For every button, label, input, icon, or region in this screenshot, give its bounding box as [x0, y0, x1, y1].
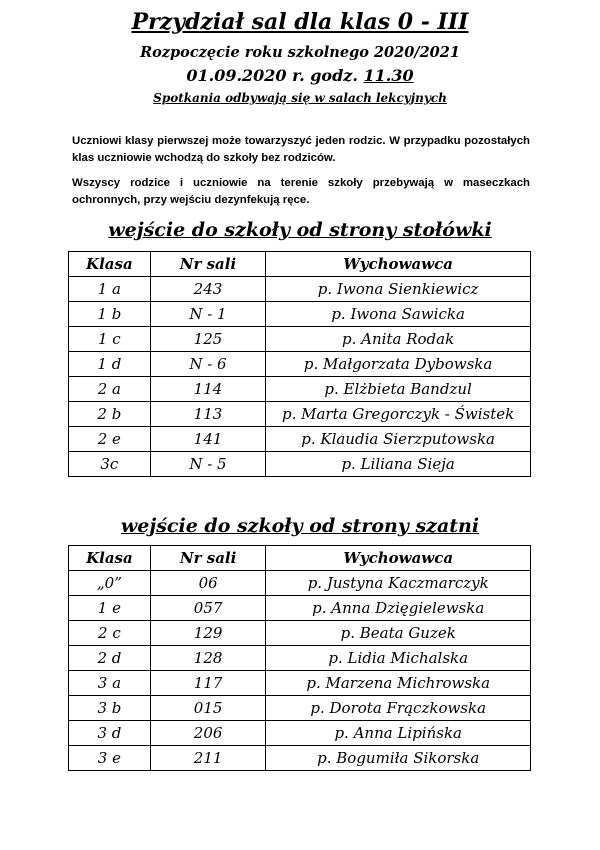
class-cell: 1 b [69, 302, 151, 327]
school-year-subtitle: Rozpoczęcie roku szkolnego 2020/2021 [140, 44, 460, 61]
class-cell: 3 e [69, 746, 151, 771]
teacher-cell: p. Dorota Frączkowska [266, 696, 531, 721]
teacher-cell: p. Justyna Kaczmarczyk [266, 571, 531, 596]
table-row [69, 427, 531, 452]
room-table-canteen [68, 251, 531, 477]
table-row [69, 696, 531, 721]
class-cell: 3c [69, 452, 151, 477]
table-row [69, 277, 531, 302]
class-cell: 2 b [69, 402, 151, 427]
teacher-cell: p. Anna Dzięgielewska [266, 596, 531, 621]
teacher-cell: p. Bogumiła Sikorska [266, 746, 531, 771]
event-datetime [0, 66, 600, 85]
room-cell: 057 [150, 596, 266, 621]
room-cell: 129 [150, 621, 266, 646]
room-cell: 125 [150, 327, 266, 352]
table-row [69, 377, 531, 402]
column-header-teacher: Wychowawca [266, 252, 531, 277]
section-title-canteen-entrance: wejście do szkoły od strony stołówki [108, 219, 492, 241]
room-cell: 06 [150, 571, 266, 596]
teacher-cell: p. Marzena Michrowska [266, 671, 531, 696]
column-header-class: Klasa [69, 546, 151, 571]
class-cell: 1 a [69, 277, 151, 302]
class-cell: 2 e [69, 427, 151, 452]
class-cell: 1 d [69, 352, 151, 377]
table-row [69, 571, 531, 596]
table-row [69, 596, 531, 621]
teacher-cell: p. Liliana Sieja [266, 452, 531, 477]
class-cell: 1 e [69, 596, 151, 621]
room-cell: 211 [150, 746, 266, 771]
teacher-cell: p. Lidia Michalska [266, 646, 531, 671]
teacher-cell: p. Iwona Sienkiewicz [266, 277, 531, 302]
section-title-cloakroom-entrance: wejście do szkoły od strony szatni [120, 515, 480, 537]
room-cell: 114 [150, 377, 266, 402]
class-cell: 1 c [69, 327, 151, 352]
teacher-cell: p. Elżbieta Bandzul [266, 377, 531, 402]
table-header-row [69, 252, 531, 277]
table-row [69, 452, 531, 477]
event-date: 01.09.2020 r. godz. [186, 66, 364, 85]
info-paragraph-parents: Uczniowi klasy pierwszej może towarzyszyć jeden rodzic. W przypadku pozostałych klas uczniowie wchodzą do szkoły bez rodziców. [72, 135, 530, 164]
teacher-cell: p. Małgorzata Dybowska [266, 352, 531, 377]
table-row [69, 402, 531, 427]
class-cell: „0” [69, 571, 151, 596]
room-cell: 243 [150, 277, 266, 302]
table-row [69, 352, 531, 377]
room-table-cloakroom [68, 545, 531, 771]
meeting-note: Spotkania odbywają się w salach lekcyjnych [153, 91, 447, 105]
table-row [69, 302, 531, 327]
table-row [69, 327, 531, 352]
info-paragraph-masks: Wszyscy rodzice i uczniowie na terenie szkoły przebywają w maseczkach ochronnych, przy wejściu dezynfekują ręce. [72, 177, 530, 206]
class-cell: 2 d [69, 646, 151, 671]
room-cell: 206 [150, 721, 266, 746]
room-cell: 141 [150, 427, 266, 452]
teacher-cell: p. Iwona Sawicka [266, 302, 531, 327]
event-time: 11.30 [363, 66, 414, 85]
column-header-room: Nr sali [150, 252, 266, 277]
teacher-cell: p. Anna Lipińska [266, 721, 531, 746]
teacher-cell: p. Klaudia Sierzputowska [266, 427, 531, 452]
table-header-row [69, 546, 531, 571]
teacher-cell: p. Anita Rodak [266, 327, 531, 352]
table-row [69, 621, 531, 646]
class-cell: 3 b [69, 696, 151, 721]
teacher-cell: p. Beata Guzek [266, 621, 531, 646]
class-cell: 2 c [69, 621, 151, 646]
column-header-room: Nr sali [150, 546, 266, 571]
class-cell: 3 a [69, 671, 151, 696]
teacher-cell: p. Marta Gregorczyk - Świstek [266, 402, 531, 427]
page-title: Przydział sal dla klas 0 - III [131, 9, 469, 35]
room-cell: N - 5 [150, 452, 266, 477]
room-cell: 113 [150, 402, 266, 427]
column-header-class: Klasa [69, 252, 151, 277]
class-cell: 3 d [69, 721, 151, 746]
room-cell: 015 [150, 696, 266, 721]
room-cell: N - 1 [150, 302, 266, 327]
room-cell: 128 [150, 646, 266, 671]
class-cell: 2 a [69, 377, 151, 402]
table-row [69, 671, 531, 696]
table-row [69, 746, 531, 771]
column-header-teacher: Wychowawca [266, 546, 531, 571]
room-cell: 117 [150, 671, 266, 696]
table-row [69, 646, 531, 671]
table-row [69, 721, 531, 746]
room-cell: N - 6 [150, 352, 266, 377]
